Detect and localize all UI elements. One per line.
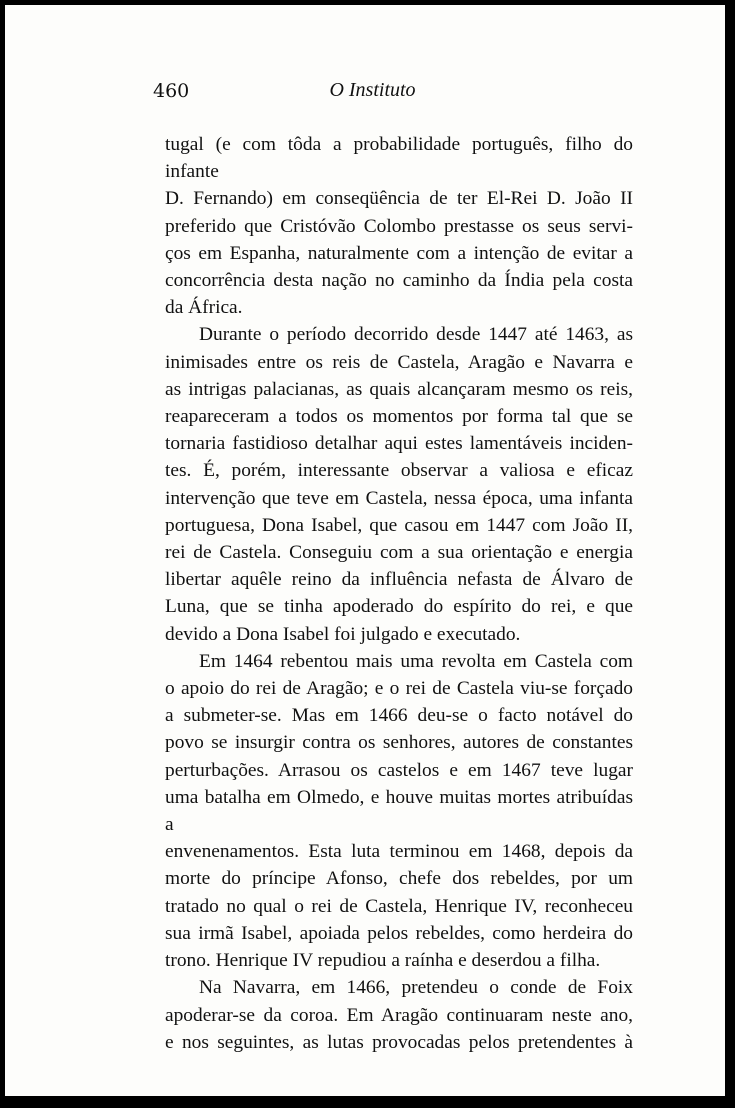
text-line: portuguesa, Dona Isabel, que casou em 1447 com João II, bbox=[165, 514, 633, 536]
paragraph-2 bbox=[165, 321, 633, 647]
text-line: tratado no qual o rei de Castela, Henrique IV, reconheceu bbox=[165, 895, 633, 917]
text-line: intervenção que teve em Castela, nessa época, uma infanta bbox=[165, 487, 633, 509]
text-line: e nos seguintes, as lutas provocadas pelos pretendentes à bbox=[165, 1031, 633, 1053]
text-line: tornaria fastidioso detalhar aqui estes lamentáveis inciden- bbox=[165, 433, 633, 455]
text-line: envenenamentos. Esta luta terminou em 1468, depois da bbox=[165, 841, 633, 863]
page-number: 460 bbox=[153, 80, 190, 102]
text-line: Em 1464 rebentou mais uma revolta em Castela com bbox=[199, 650, 633, 672]
text-line: rei de Castela. Conseguiu com a sua orientação e energia bbox=[165, 542, 633, 564]
text-line: povo se insurgir contra os senhores, autores de constantes bbox=[165, 732, 633, 754]
text-line: libertar aquêle reino da influência nefasta de Álvaro de bbox=[165, 569, 633, 591]
text-line: tes. É, porém, interessante observar a valiosa e eficaz bbox=[165, 460, 633, 482]
text-line: sua irmã Isabel, apoiada pelos rebeldes, como herdeira do bbox=[165, 922, 633, 944]
text-line: o apoio do rei de Aragão; e o rei de Castela viu-se forçado bbox=[165, 678, 633, 700]
text-line: tugal (e com tôda a probabilidade português, filho do infante bbox=[165, 134, 633, 183]
text-line: devido a Dona Isabel foi julgado e executado. bbox=[165, 623, 521, 645]
text-line: perturbações. Arrasou os castelos e em 1467 teve lugar bbox=[165, 759, 633, 781]
text-line: inimisades entre os reis de Castela, Aragão e Navarra e bbox=[165, 351, 633, 373]
paragraph-3 bbox=[165, 648, 633, 974]
text-line: Na Navarra, em 1466, pretendeu o conde de Foix bbox=[199, 977, 633, 999]
text-line: a submeter-se. Mas em 1466 deu-se o facto notável do bbox=[165, 705, 633, 727]
text-line: preferido que Cristóvão Colombo prestasse os seus servi- bbox=[165, 215, 633, 237]
text-line: as intrigas palacianas, as quais alcançaram mesmo os reis, bbox=[165, 378, 633, 400]
text-line: uma batalha em Olmedo, e houve muitas mortes atribuídas a bbox=[165, 786, 633, 836]
text-line: D. Fernando) em conseqüência de ter El-Rei D. João II bbox=[165, 188, 633, 210]
running-title: O Instituto bbox=[329, 79, 416, 101]
text-line: reapareceram a todos os momentos por forma tal que se bbox=[165, 406, 633, 428]
text-line: concorrência desta nação no caminho da Índia pela costa bbox=[165, 270, 633, 292]
text-line: trono. Henrique IV repudiou a raínha e deserdou a filha. bbox=[165, 950, 601, 972]
text-line: ços em Espanha, naturalmente com a intenção de evitar a bbox=[165, 242, 633, 264]
text-line: Luna, que se tinha apoderado do espírito do rei, e que bbox=[165, 596, 633, 618]
text-line: apoderar-se da coroa. Em Aragão continuaram neste ano, bbox=[165, 1004, 633, 1026]
paragraph-4 bbox=[165, 974, 633, 1056]
text-line: da África. bbox=[165, 297, 243, 319]
paragraph-1 bbox=[165, 131, 633, 321]
text-line: morte do príncipe Afonso, chefe dos rebeldes, por um bbox=[165, 868, 633, 890]
body-text bbox=[165, 131, 633, 1056]
text-line: Durante o período decorrido desde 1447 até 1463, as bbox=[199, 324, 633, 346]
